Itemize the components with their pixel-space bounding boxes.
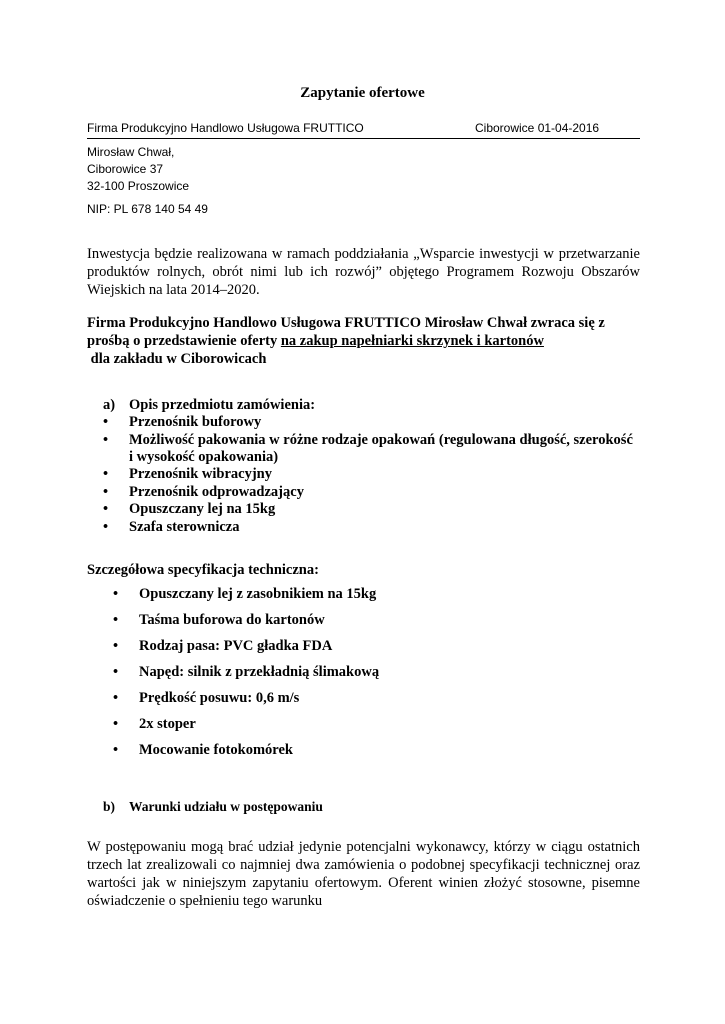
- bullet-icon: •: [103, 414, 109, 430]
- spec-item-text: Mocowanie fotokomórek: [139, 742, 293, 758]
- bullet-icon: •: [103, 519, 109, 535]
- bullet-icon: •: [113, 586, 119, 602]
- spec-item-text: Prędkość posuwu: 0,6 m/s: [139, 690, 300, 706]
- bullet-icon: •: [103, 501, 109, 517]
- intro-paragraph: Inwestycja będzie realizowana w ramach poddziałania „Wsparcie inwestycji w przetwarzanie produktów rolnych, obrót nimi lub ich rozwój” objętego Programem Rozwoju Obszarów Wiejskich na lata 2014–2020.: [87, 246, 640, 298]
- section-b-heading: Warunki udziału w postępowaniu: [129, 799, 323, 814]
- request-paragraph: [87, 314, 632, 368]
- spec-item-text: Rodzaj pasa: PVC gładka FDA: [139, 638, 333, 654]
- list-item-text: Możliwość pakowania w różne rodzaje opakowań (regulowana długość, szerokość: [129, 432, 633, 448]
- bullet-icon: •: [113, 664, 119, 680]
- address-city: 32-100 Proszowice: [87, 179, 190, 193]
- header-company: Firma Produkcyjno Handlowo Usługowa FRUTTICO: [87, 121, 364, 135]
- spec-item-text: Taśma buforowa do kartonów: [139, 612, 325, 628]
- conditions-paragraph: W postępowaniu mogą brać udział jedynie potencjalni wykonawcy, którzy w ciągu ostatnich trzech lat zrealizowali co najmniej dwa zamówienia o podobnej specyfikacji technicznej oraz wartości jak w niniejszym zapytaniu ofertowym. Oferent winien złożyć stosowne, pisemne oświadczenie o spełnieniu tego warunku: [87, 839, 640, 909]
- bullet-icon: •: [113, 716, 119, 732]
- list-item-text: Przenośnik buforowy: [129, 414, 262, 430]
- section-b-marker: b): [103, 799, 116, 814]
- list-item-text: Przenośnik odprowadzający: [129, 484, 304, 500]
- list-item-text: Przenośnik wibracyjny: [129, 466, 272, 482]
- section-a-marker: a): [103, 397, 116, 413]
- spec-item-text: 2x stoper: [139, 716, 196, 732]
- bullet-icon: •: [103, 432, 109, 448]
- document-title: Zapytanie ofertowe: [300, 85, 425, 101]
- address-street: Ciborowice 37: [87, 162, 164, 176]
- bullet-icon: •: [103, 484, 109, 500]
- request-underlined-text: na zakup napełniarki skrzynek i kartonów: [280, 333, 544, 349]
- bullet-icon: •: [113, 742, 119, 758]
- request-text-part2: dla zakładu w Ciborowicach: [87, 351, 267, 367]
- header-divider: [87, 138, 640, 139]
- address-nip: NIP: PL 678 140 54 49: [87, 202, 208, 216]
- list-item-text: i wysokość opakowania): [129, 449, 279, 465]
- header-place-date: Ciborowice 01-04-2016: [475, 121, 600, 135]
- list-item-text: Szafa sterownicza: [129, 519, 240, 535]
- bullet-icon: •: [113, 638, 119, 654]
- bullet-icon: •: [103, 466, 109, 482]
- address-name: Mirosław Chwał,: [87, 145, 175, 159]
- list-item-text: Opuszczany lej na 15kg: [129, 501, 276, 517]
- section-a-heading: Opis przedmiotu zamówienia:: [129, 397, 316, 413]
- request-text-part1: Firma Produkcyjno Handlowo Usługowa FRUTTICO Mirosław Chwał zwraca się z prośbą o przedstawienie oferty: [87, 315, 605, 349]
- spec-item-text: Napęd: silnik z przekładnią ślimakową: [139, 664, 380, 680]
- spec-item-text: Opuszczany lej z zasobnikiem na 15kg: [139, 586, 377, 602]
- bullet-icon: •: [113, 690, 119, 706]
- spec-heading: Szczegółowa specyfikacja techniczna:: [87, 562, 319, 578]
- bullet-icon: •: [113, 612, 119, 628]
